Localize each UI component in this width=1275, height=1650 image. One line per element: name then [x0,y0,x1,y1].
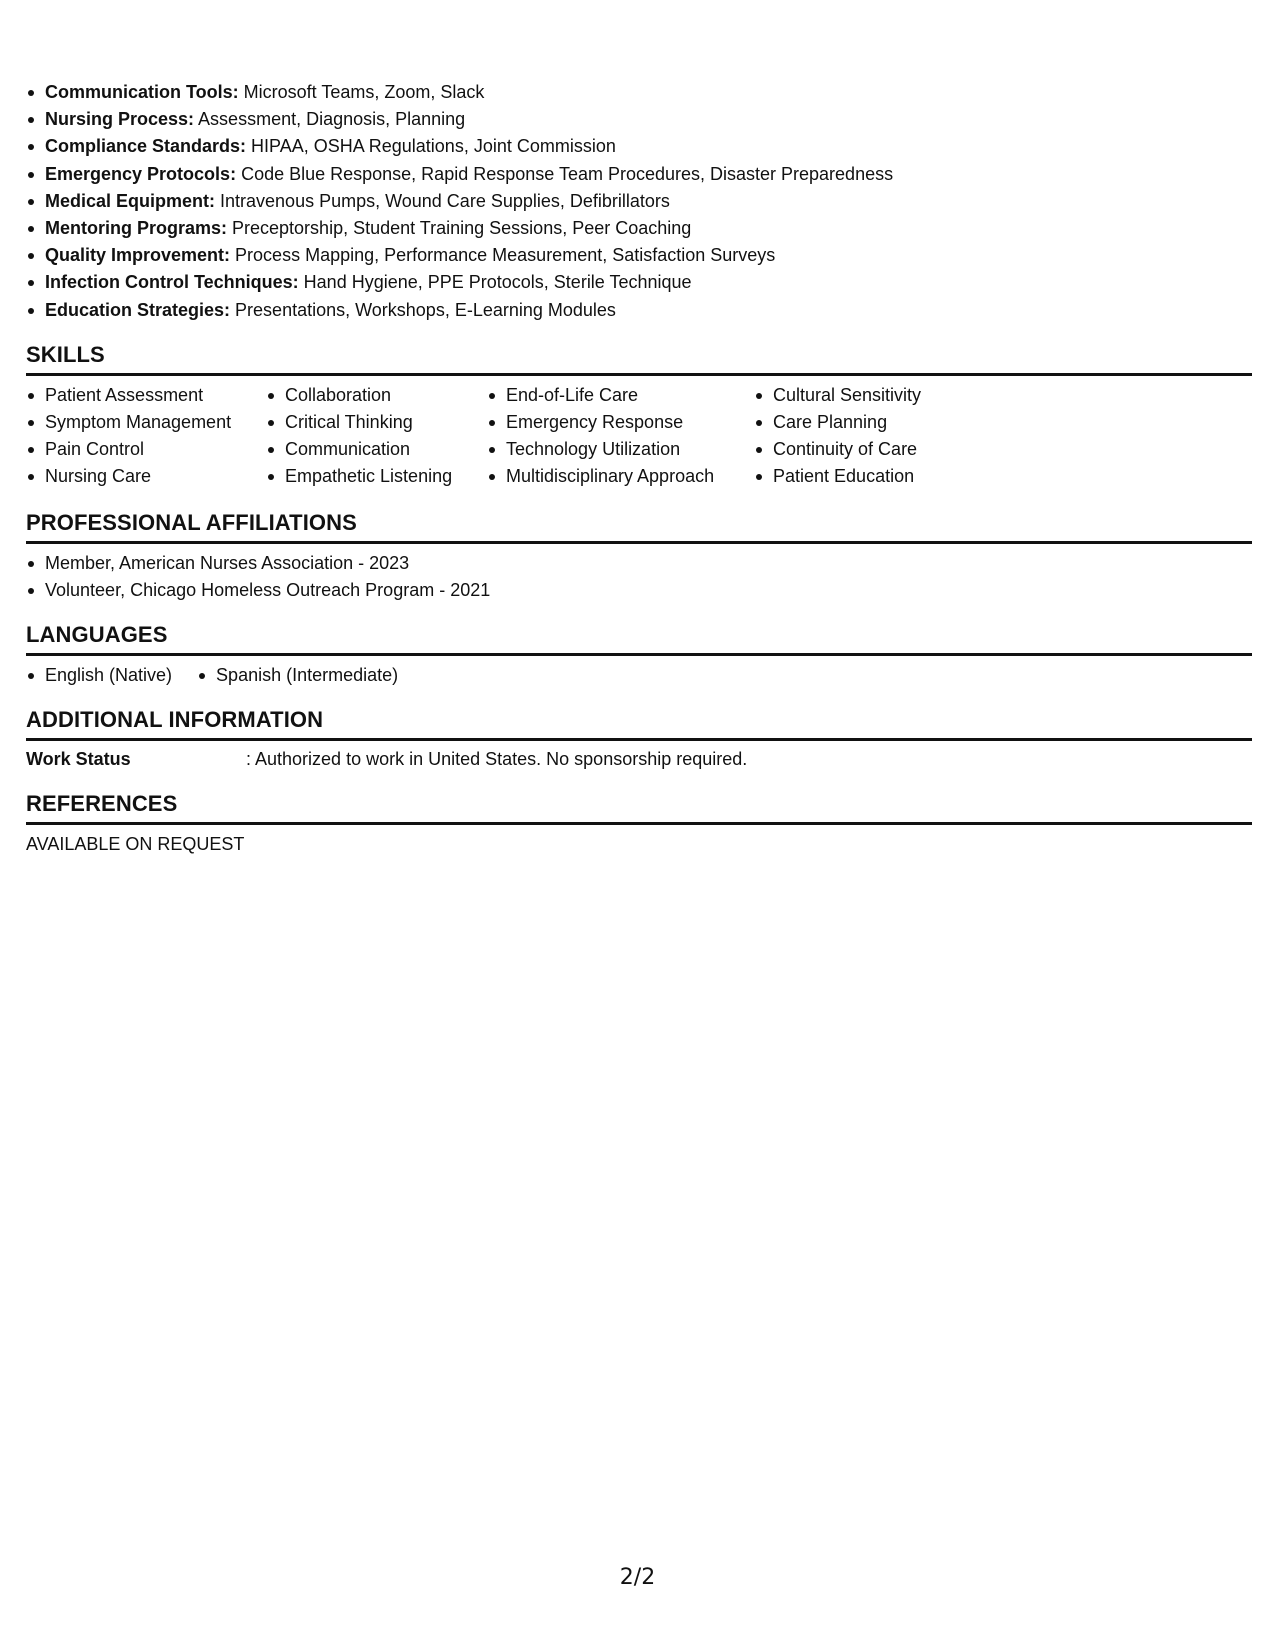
affiliations-heading: PROFESSIONAL AFFILIATIONS [26,510,1252,544]
skill-item: Multidisciplinary Approach [487,463,714,490]
affiliation-item: Member, American Nurses Association - 2023 [26,550,1252,577]
skill-item: Patient Education [754,463,921,490]
page-number: 2/2 [619,1565,656,1590]
affiliation-item: Volunteer, Chicago Homeless Outreach Program - 2021 [26,577,1252,604]
list-item [26,269,1252,296]
list-item [26,133,1252,160]
item-value: Presentations, Workshops, E-Learning Modules [230,299,616,320]
languages-list [26,662,1252,689]
additional-information-heading: ADDITIONAL INFORMATION [26,707,1252,741]
item-value: Assessment, Diagnosis, Planning [194,109,466,130]
resume-page [26,0,1252,857]
list-item [26,297,1252,324]
skills-column-4 [754,382,921,490]
skill-item: End-of-Life Care [487,382,714,409]
item-label: Mentoring Programs: [45,218,228,239]
work-status-label: Work Status [26,748,131,769]
item-value: Intravenous Pumps, Wound Care Supplies, Defibrillators [215,190,670,211]
list-item [26,161,1252,188]
skill-item: Cultural Sensitivity [754,382,921,409]
skill-item: Care Planning [754,409,921,436]
skill-item: Technology Utilization [487,436,714,463]
skills-column-1 [26,382,231,490]
list-item [26,106,1252,133]
skills-grid [26,382,1252,492]
item-value: Preceptorship, Student Training Sessions, Peer Coaching [227,218,692,239]
list-item [26,242,1252,269]
skills-column-2 [266,382,452,490]
item-label: Quality Improvement: [45,245,231,266]
languages-heading: LANGUAGES [26,622,1252,656]
item-label: Emergency Protocols: [45,163,237,184]
work-status-row [26,747,1252,773]
item-value: Process Mapping, Performance Measurement, Satisfaction Surveys [230,245,776,266]
skill-item: Collaboration [266,382,452,409]
references-text: AVAILABLE ON REQUEST [26,833,245,854]
language-item: English (Native) [26,662,172,689]
skill-item: Emergency Response [487,409,714,436]
item-label: Compliance Standards: [45,136,247,157]
item-value: Microsoft Teams, Zoom, Slack [238,82,485,102]
skill-item: Communication [266,436,452,463]
technical-skills-list [26,79,1252,324]
item-value: HIPAA, OSHA Regulations, Joint Commission [246,136,616,157]
skill-item: Symptom Management [26,409,231,436]
list-item [26,215,1252,242]
references-heading: REFERENCES [26,791,1252,825]
affiliations-list [26,550,1252,604]
item-label: Education Strategies: [45,299,231,320]
skill-item: Critical Thinking [266,409,452,436]
item-label: Infection Control Techniques: [45,272,299,293]
item-label: Communication Tools: [45,82,239,102]
skill-item: Pain Control [26,436,231,463]
skill-item: Continuity of Care [754,436,921,463]
list-item [26,188,1252,215]
item-value: Hand Hygiene, PPE Protocols, Sterile Technique [298,272,692,293]
skills-column-3 [487,382,714,490]
skill-item: Empathetic Listening [266,463,452,490]
work-status-value: : Authorized to work in United States. No sponsorship required. [246,748,748,769]
skill-item: Patient Assessment [26,382,231,409]
item-value: Code Blue Response, Rapid Response Team Procedures, Disaster Preparedness [236,163,894,184]
language-item: Spanish (Intermediate) [197,662,398,689]
skills-heading: SKILLS [26,342,1252,376]
item-label: Nursing Process: [45,109,195,130]
skill-item: Nursing Care [26,463,231,490]
list-item [26,79,1252,106]
item-label: Medical Equipment: [45,190,216,211]
